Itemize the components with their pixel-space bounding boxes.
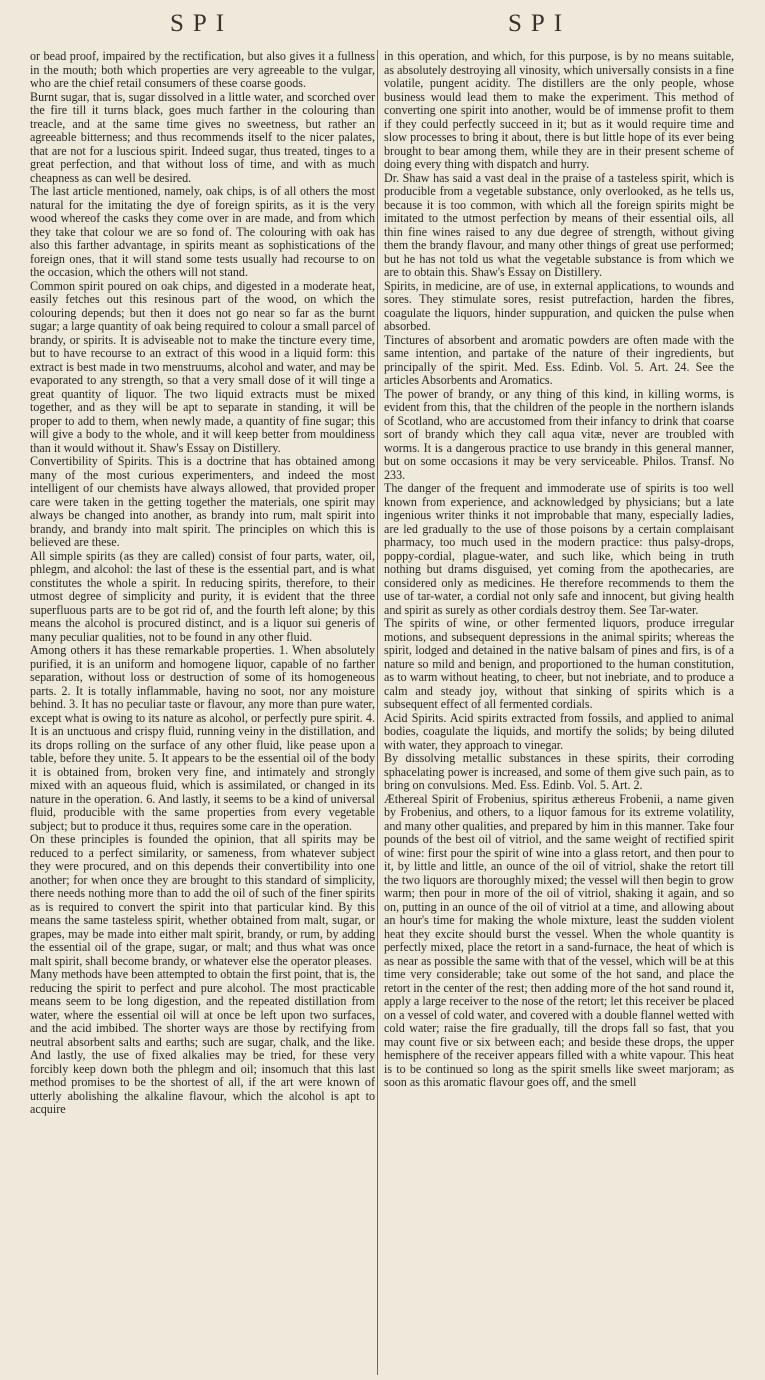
right-running-head: SPI — [508, 10, 572, 37]
column-divider — [377, 50, 378, 1375]
paragraph: The power of brandy, or any thing of this kind, in killing worms, is evident from this, that the children of the people in the northern islands of Scotland, who are accustomed from their infancy to drink that coarse sort of brandy which they call aqua vitæ, never are troubled with worms. It is a dangerous practice to use brandy in this general manner, but on some occasions it may be very serviceable. Philos. Transf. No 233. — [384, 386, 734, 482]
paragraph: or bead proof, impaired by the rectification, but also gives it a fullness in the mouth; both which properties are very agreeable to the vulgar, who are the chief retail consumers of these coarse goods. — [30, 50, 375, 90]
paragraph: On these principles is founded the opinion, that all spirits may be reduced to a perfect similarity, or sameness, from whatever subject they were procured, and on this depends their convertibility into one another; for when once they are brought to this standard of simplicity, there needs nothing more than to add the oil of such of the finer spirits as is required to convert the spirit into that particular kind. By this means the same tasteless spirit, whether obtained from malt, sugar, or grapes, may be made into either malt spirit, brandy, or rum, by adding the essential oil of the grape, sugar, or malt; and thus what was once malt spirit, shall become brandy, or whatever else the operator pleases. — [30, 832, 375, 968]
paragraph: Common spirit poured on oak chips, and digested in a moderate heat, easily fetches out this resinous part of the wood, on which the colouring depends; but then it does not go near so far as the burnt sugar; a large quantity of oak being required to colour a small parcel of brandy, or spirits. It is adviseable not to make the tincture every time, but to have recourse to an extract of this wood in a liquid form: this extract is best made in two menstruums, alcohol and water, and may be evaporated to any strength, so that a very small dose of it will tinge a great quantity of liquor. The two liquid extracts must be mixed together, and as they will be apt to separate in standing, it will be proper to add to them, when newly made, a quantity of fine sugar; this will give a body to the whole, and it will keep better from mouldiness than it would without it. Shaw's Essay on Distillery. — [30, 278, 375, 455]
paragraph: The danger of the frequent and immoderate use of spirits is too well known from experience, and acknowledged by physicians; but a late ingenious writer thinks it not improbable that many, especially ladies, are led gradually to the use of those poisons by a certain complaisant pharmacy, too much used in the modern practice: thus palsy-drops, poppy-cordial, plague-water, and such like, which being in truth nothing but drams disguised, yet coming from the apothecaries, are considered only as medicines. He therefore recommends to them the use of tar-water, a cordial not only safe and innocent, but giving health and spirit as surely as other cordials destroy them. See Tar-water. — [384, 481, 734, 617]
paragraph: The last article mentioned, namely, oak chips, is of all others the most natural for the imitating the dye of foreign spirits, as it is the very wood whereof the casks they come over in are made, and from which they take that colour we are so fond of. The colouring with oak has also this farther advantage, in spirits meant as sophistications of the foreign ones, that it will stand some tests usually had recourse to on the occasion, which the others will not stand. — [30, 184, 375, 279]
paragraph: Many methods have been attempted to obtain the first point, that is, the reducing the spirit to perfect and pure alcohol. The most practicable means seem to be long digestion, and the repeated distillation from water, where the essential oil will at once be left upon two surfaces, and the acid imbibed. The shorter ways are those by rectifying from neutral absorbent salts and earths; such are sugar, chalk, and the like. And lastly, the use of fixed alkalies may be tried, for these very forcibly keep down both the phlegm and oil; insomuch that this last method promises to be the shortest of all, if the art were known of utterly abolishing the alkaline flavour, which the alcohol is apt to acquire — [30, 967, 375, 1116]
right-column — [384, 50, 734, 1375]
paragraph: Convertibility of Spirits. This is a doctrine that has obtained among many of the most curious experimenters, and indeed the most intelligent of our chemists have always allowed, that provided proper care were taken in the getting together the materials, one spirit may always be changed into another, as brandy into rum, malt spirit into brandy, and brandy into malt spirit. The principles on which this is believed are these. — [30, 454, 375, 549]
paragraph: Burnt sugar, that is, sugar dissolved in a little water, and scorched over the fire till it turns black, goes much farther in the colouring than treacle, and at the same time gives no sweetness, but rather an agreeable bitterness; and thus recommends itself to the nicer palates, that are not for a luscious spirit. Indeed sugar, thus treated, tinges to a great perfection, and that without loss of time, and with as much cheapness as can well be desired. — [30, 89, 375, 185]
paragraph: Dr. Shaw has said a vast deal in the praise of a tasteless spirit, which is producible from a vegetable substance, only overlooked, as he tells us, because it is too common, with which all the foreign spirits might be imitated to the utmost perfection by means of their essential oils, all thin fine wines raised to any due degree of strength, without giving them the brandy flavour, and many other things of great use performed; but he has not told us what the vegetable substance is from which we are to obtain this. Shaw's Essay on Distillery. — [384, 170, 734, 279]
paragraph: in this operation, and which, for this purpose, is by no means suitable, as absolutely destroying all vinosity, which universally consists in a fine volatile, pungent acidity. The distillers are the only people, whose business would lead them to make the experiment. This method of converting one spirit into another, would be of immense profit to them if they could perfectly succeed in it; but as it would require time and slow processes to bring it about, there is but little hope of its ever being brought to bear among them, while they are in their present scheme of doing every thing with dispatch and hurry. — [384, 50, 734, 171]
paragraph: Æthereal Spirit of Frobenius, spiritus æthereus Frobenii, a name given by Frobenius, and others, to a liquor famous for its extreme volatility, and many other qualities, and prepared by him in this manner. Take four pounds of the best oil of vitriol, and the same weight of rectified spirit of wine: first pour the spirit of wine into a glass retort, and then pour to it, by little and little, an ounce of the oil of vitriol, shake the retort till the two liquors are thoroughly mixed; the vessel will then begin to grow warm; then pour in more of the oil of vitriol, shaking it again, and so on, putting in an ounce of the oil of vitriol at a time, and allowing about an hour's time for making the whole mixture, least the sudden violent heat they excite should burst the vessel. When the whole quantity is perfectly mixed, place the retort in a sand-furnace, the heat of which is as near as possible the same with that of the vessel, which will be at this time very considerable; take out some of the hot sand, and place the retort in the center of the rest; then adding more of the hot sand round it, apply a large receiver to the nose of the retort; let this receiver be placed on a vessel of cold water, and covered with a double flannel wetted with cold water; raise the fire gradually, till the drops fall so fast, that you may count five or six between each; and beside these drops, the upper hemisphere of the receiver appears filled with a white vapour. This heat is to be continued so long as the spirit smells like sweet marjoram; as soon as this aromatic flavour goes off, and the smell — [384, 791, 734, 1089]
left-running-head: SPI — [170, 10, 234, 37]
paragraph: Spirits, in medicine, are of use, in external applications, to wounds and sores. They stimulate sores, resist putrefaction, harden the fibres, coagulate the liquors, hinder suppuration, and quicken the pulse when absorbed. — [384, 278, 734, 333]
paragraph: Among others it has these remarkable properties. 1. When absolutely purified, it is an uniform and homogene liquor, capable of no farther separation, without loss or destruction of some of its homogeneous parts. 2. It is totally inflammable, having no soot, nor any moisture behind. 3. It has no peculiar taste or flavour, any more than pure water, except what is owing to its nature as alcohol, or perfectly pure spirit. 4. It is an unctuous and crispy fluid, running veiny in the distillation, and its drops rolling on the surface of any other fluid, like pease upon a table, before they unite. 5. It appears to be the essential oil of the body it is obtained from, broken very fine, and intimately and strongly mixed with an aqueous fluid, which is assimilated, or changed in its nature in the operation. 6. And lastly, it seems to be a kind of universal fluid, producible with the same properties from every vegetable subject; but to produce it thus, requires some care in the operation. — [30, 643, 375, 833]
paragraph: By dissolving metallic substances in these spirits, their corroding sphacelating power is increased, and some of them give such pain, as to bring on convulsions. Med. Ess. Edinb. Vol. 5. Art. 2. — [384, 751, 734, 792]
paragraph: The spirits of wine, or other fermented liquors, produce irregular motions, and subsequent depressions in the animal spirits; whereas the spirit, lodged and detained in the native balsam of pines and firs, is of a nature so mild and benign, and proportioned to the human constitution, as to warm without heating, to cheer, but not inebriate, and to produce a calm and steady joy, without that sinking of spirits which is a subsequent effect of all fermented cordials. — [384, 616, 734, 711]
left-column — [30, 50, 375, 1375]
paragraph: Acid Spirits. Acid spirits extracted from fossils, and applied to animal bodies, coagulate the liquids, and mortify the solids; by being diluted with water, they approach to vinegar. — [384, 710, 734, 752]
running-header — [0, 10, 765, 50]
paragraph: All simple spirits (as they are called) consist of four parts, water, oil, phlegm, and alcohol: the last of these is the essential part, and is what constitutes the whole a spirit. In reducing spirits, therefore, to their utmost degree of simplicity and purity, it is evident that the three superfluous parts are to be got rid of, and the fourth left alone; by this means the alcohol is procured distinct, and is a liquor sui generis of many peculiar qualities, not to be found in any other fluid. — [30, 548, 375, 644]
paragraph: Tinctures of absorbent and aromatic powders are often made with the same intention, and partake of the nature of their ingredients, but principally of the spirit. Med. Ess. Edinb. Vol. 5. Art. 24. See the articles Absorbents and Aromatics. — [384, 332, 734, 387]
